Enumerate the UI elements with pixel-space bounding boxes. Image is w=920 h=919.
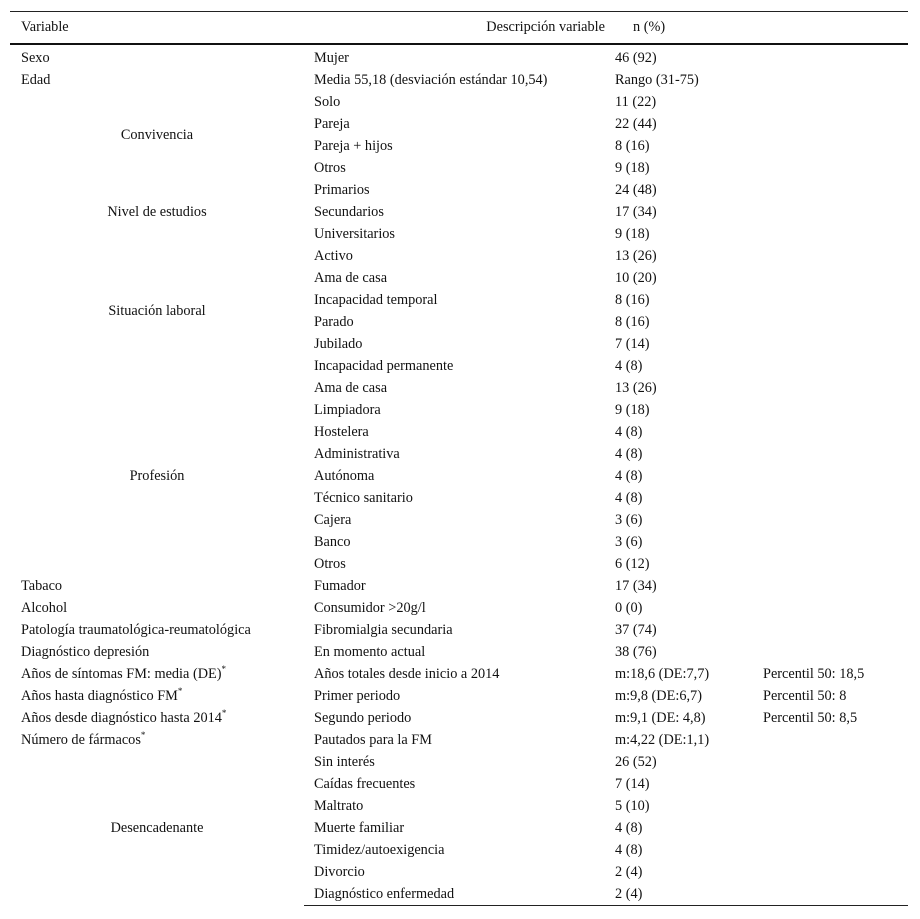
extra-cell <box>753 751 908 773</box>
description-cell: Timidez/autoexigencia <box>314 842 445 858</box>
group-label: Nivel de estudios <box>107 204 207 220</box>
extra-cell <box>753 69 908 91</box>
extra-cell <box>753 443 908 465</box>
description-cell: Secundarios <box>314 204 384 220</box>
extra-cell <box>753 641 908 663</box>
n-percent-cell: 4 (8) <box>615 842 643 858</box>
extra-cell <box>753 487 908 509</box>
footnote-marker: * <box>140 730 146 741</box>
n-percent-cell: 13 (26) <box>615 380 657 396</box>
footnote-marker: * <box>221 708 227 719</box>
variable-label: Número de fármacos <box>21 732 141 748</box>
group-label: Convivencia <box>120 127 194 143</box>
variable-label: Años de síntomas FM: media (DE) <box>21 666 222 682</box>
variable-cell <box>10 685 304 707</box>
table-row <box>10 597 908 619</box>
footnote-marker: * <box>177 686 183 697</box>
description-cell: Fumador <box>314 578 366 594</box>
extra-cell <box>753 44 908 69</box>
extra-cell <box>753 861 908 883</box>
n-percent-cell: 13 (26) <box>615 248 657 264</box>
table-row <box>10 179 908 201</box>
extra-cell <box>753 729 908 751</box>
extra-cell <box>753 91 908 113</box>
description-cell: Segundo periodo <box>314 710 412 726</box>
variable-cell <box>10 69 304 91</box>
extra-cell <box>753 509 908 531</box>
extra-cell <box>753 817 908 839</box>
extra-cell <box>753 245 908 267</box>
n-percent-cell: m:9,8 (DE:6,7) <box>615 688 702 704</box>
extra-cell <box>753 135 908 157</box>
extra-cell <box>753 465 908 487</box>
n-percent-cell: 4 (8) <box>615 468 643 484</box>
variable-label: Años hasta diagnóstico FM <box>21 688 178 704</box>
table-row <box>10 707 908 729</box>
extra-cell <box>753 795 908 817</box>
extra-cell <box>753 399 908 421</box>
group-label: Desencadenante <box>110 820 204 837</box>
description-cell: Activo <box>314 248 353 264</box>
footnote-marker: * <box>221 664 227 675</box>
variable-cell <box>10 575 304 597</box>
extra-cell <box>753 619 908 641</box>
description-cell: Incapacidad temporal <box>314 292 438 308</box>
table-row <box>10 91 908 113</box>
header-variable: Variable <box>10 12 304 45</box>
description-cell: Limpiadora <box>314 402 381 418</box>
table-row <box>10 729 908 751</box>
description-cell: Otros <box>314 160 346 176</box>
n-percent-cell: 6 (12) <box>615 556 650 572</box>
description-cell: Universitarios <box>314 226 395 242</box>
variable-cell <box>10 641 304 663</box>
extra-cell <box>753 553 908 575</box>
description-cell: En momento actual <box>314 644 426 660</box>
extra-cell <box>753 377 908 399</box>
extra-cell <box>753 333 908 355</box>
header-descripcion: Descripción variable <box>304 12 605 45</box>
description-cell: Banco <box>314 534 351 550</box>
description-cell: Cajera <box>314 512 352 528</box>
description-cell: Autónoma <box>314 468 375 484</box>
extra-cell <box>753 311 908 333</box>
n-percent-cell: 3 (6) <box>615 512 643 528</box>
extra-cell: Percentil 50: 8 <box>763 688 847 704</box>
extra-cell <box>753 179 908 201</box>
n-percent-cell: 7 (14) <box>615 776 650 792</box>
n-percent-cell: 4 (8) <box>615 424 643 440</box>
extra-cell <box>753 355 908 377</box>
description-cell: Jubilado <box>314 336 363 352</box>
n-percent-cell: 5 (10) <box>615 798 650 814</box>
extra-cell <box>753 289 908 311</box>
variable-cell <box>10 44 304 69</box>
description-cell: Mujer <box>314 50 349 66</box>
n-percent-cell: 4 (8) <box>615 358 643 374</box>
description-cell: Fibromialgia secundaria <box>314 622 453 638</box>
description-cell: Incapacidad permanente <box>314 358 454 374</box>
description-cell: Ama de casa <box>314 380 388 396</box>
table-row <box>10 245 908 267</box>
description-cell: Diagnóstico enfermedad <box>304 883 605 906</box>
n-percent-cell: 17 (34) <box>615 578 657 594</box>
extra-cell <box>753 113 908 135</box>
extra-cell: Percentil 50: 18,5 <box>763 666 865 682</box>
n-percent-cell: 17 (34) <box>615 204 657 220</box>
description-cell: Divorcio <box>314 864 365 880</box>
header-row <box>10 12 908 45</box>
description-cell: Maltrato <box>314 798 364 814</box>
description-cell: Media 55,18 (desviación estándar 10,54) <box>314 72 548 88</box>
description-cell: Técnico sanitario <box>314 490 413 506</box>
n-percent-cell: 7 (14) <box>615 336 650 352</box>
data-table <box>10 11 908 906</box>
description-cell: Pareja <box>314 116 350 132</box>
n-percent-cell: Rango (31-75) <box>615 72 699 88</box>
n-percent-cell: 4 (8) <box>615 490 643 506</box>
n-percent-cell: 38 (76) <box>615 644 657 660</box>
group-label: Situación laboral <box>108 303 206 319</box>
description-cell: Primarios <box>314 182 370 198</box>
n-percent-cell: 8 (16) <box>615 292 650 308</box>
description-cell: Pareja + hijos <box>314 138 393 154</box>
description-cell: Años totales desde inicio a 2014 <box>314 666 500 682</box>
variable-label: Patología traumatológica-reumatológica <box>21 622 251 638</box>
description-cell: Solo <box>314 94 341 110</box>
variable-label: Diagnóstico depresión <box>21 644 150 660</box>
extra-cell: Percentil 50: 8,5 <box>763 710 858 726</box>
variable-label: Años desde diagnóstico hasta 2014 <box>21 710 222 726</box>
n-percent-cell: 0 (0) <box>615 600 643 616</box>
variable-cell <box>10 729 304 751</box>
description-cell: Primer periodo <box>314 688 401 704</box>
extra-cell <box>753 773 908 795</box>
extra-cell <box>753 597 908 619</box>
n-percent-cell: 46 (92) <box>615 50 657 66</box>
table-row <box>10 751 908 773</box>
extra-cell <box>753 267 908 289</box>
extra-cell <box>753 157 908 179</box>
description-cell: Parado <box>314 314 354 330</box>
n-percent-cell: 2 (4) <box>615 864 643 880</box>
description-cell: Sin interés <box>314 754 375 770</box>
description-cell: Ama de casa <box>314 270 388 286</box>
table-row <box>10 685 908 707</box>
n-percent-cell: 24 (48) <box>615 182 657 198</box>
variable-label: Tabaco <box>21 578 63 594</box>
n-percent-cell: 4 (8) <box>615 820 643 836</box>
n-percent-cell: 8 (16) <box>615 314 650 330</box>
description-cell: Caídas frecuentes <box>314 776 416 792</box>
n-percent-cell: 37 (74) <box>615 622 657 638</box>
variable-cell <box>10 707 304 729</box>
n-percent-cell: 9 (18) <box>615 402 650 418</box>
description-cell: Consumidor >20g/l <box>314 600 426 616</box>
extra-cell <box>753 883 908 906</box>
extra-cell <box>753 201 908 223</box>
extra-cell <box>753 531 908 553</box>
table-row <box>10 663 908 685</box>
header-n: n (%) <box>605 12 753 45</box>
header-extra <box>753 12 908 45</box>
extra-cell <box>753 839 908 861</box>
n-percent-cell: 10 (20) <box>615 270 657 286</box>
n-percent-cell: m:4,22 (DE:1,1) <box>615 732 710 748</box>
variable-cell <box>10 597 304 619</box>
variable-cell <box>10 663 304 685</box>
n-percent-cell: 8 (16) <box>615 138 650 154</box>
group-label: Profesión <box>129 468 185 484</box>
extra-cell <box>753 223 908 245</box>
table-row <box>10 575 908 597</box>
table-row <box>10 619 908 641</box>
table-row <box>10 44 908 69</box>
table-body <box>10 44 908 906</box>
table-row <box>10 641 908 663</box>
n-percent-cell: 26 (52) <box>615 754 657 770</box>
variable-label: Edad <box>21 72 51 88</box>
n-percent-cell: m:9,1 (DE: 4,8) <box>615 710 706 726</box>
n-percent-cell: 9 (18) <box>615 226 650 242</box>
extra-cell <box>753 575 908 597</box>
description-cell: Administrativa <box>314 446 400 462</box>
variable-label: Alcohol <box>21 600 68 616</box>
description-cell: Pautados para la FM <box>314 732 432 748</box>
n-percent-cell: 4 (8) <box>615 446 643 462</box>
description-cell: Muerte familiar <box>314 820 405 836</box>
n-percent-cell: 9 (18) <box>615 160 650 176</box>
description-cell: Hostelera <box>314 424 369 440</box>
n-percent-cell: m:18,6 (DE:7,7) <box>615 666 710 682</box>
extra-cell <box>753 421 908 443</box>
table-row <box>10 69 908 91</box>
n-percent-cell: 22 (44) <box>615 116 657 132</box>
n-percent-cell: 2 (4) <box>605 883 753 906</box>
description-cell: Otros <box>314 556 346 572</box>
n-percent-cell: 3 (6) <box>615 534 643 550</box>
variable-label: Sexo <box>21 50 50 66</box>
variable-cell <box>10 619 304 641</box>
table-row <box>10 377 908 399</box>
n-percent-cell: 11 (22) <box>615 94 657 110</box>
